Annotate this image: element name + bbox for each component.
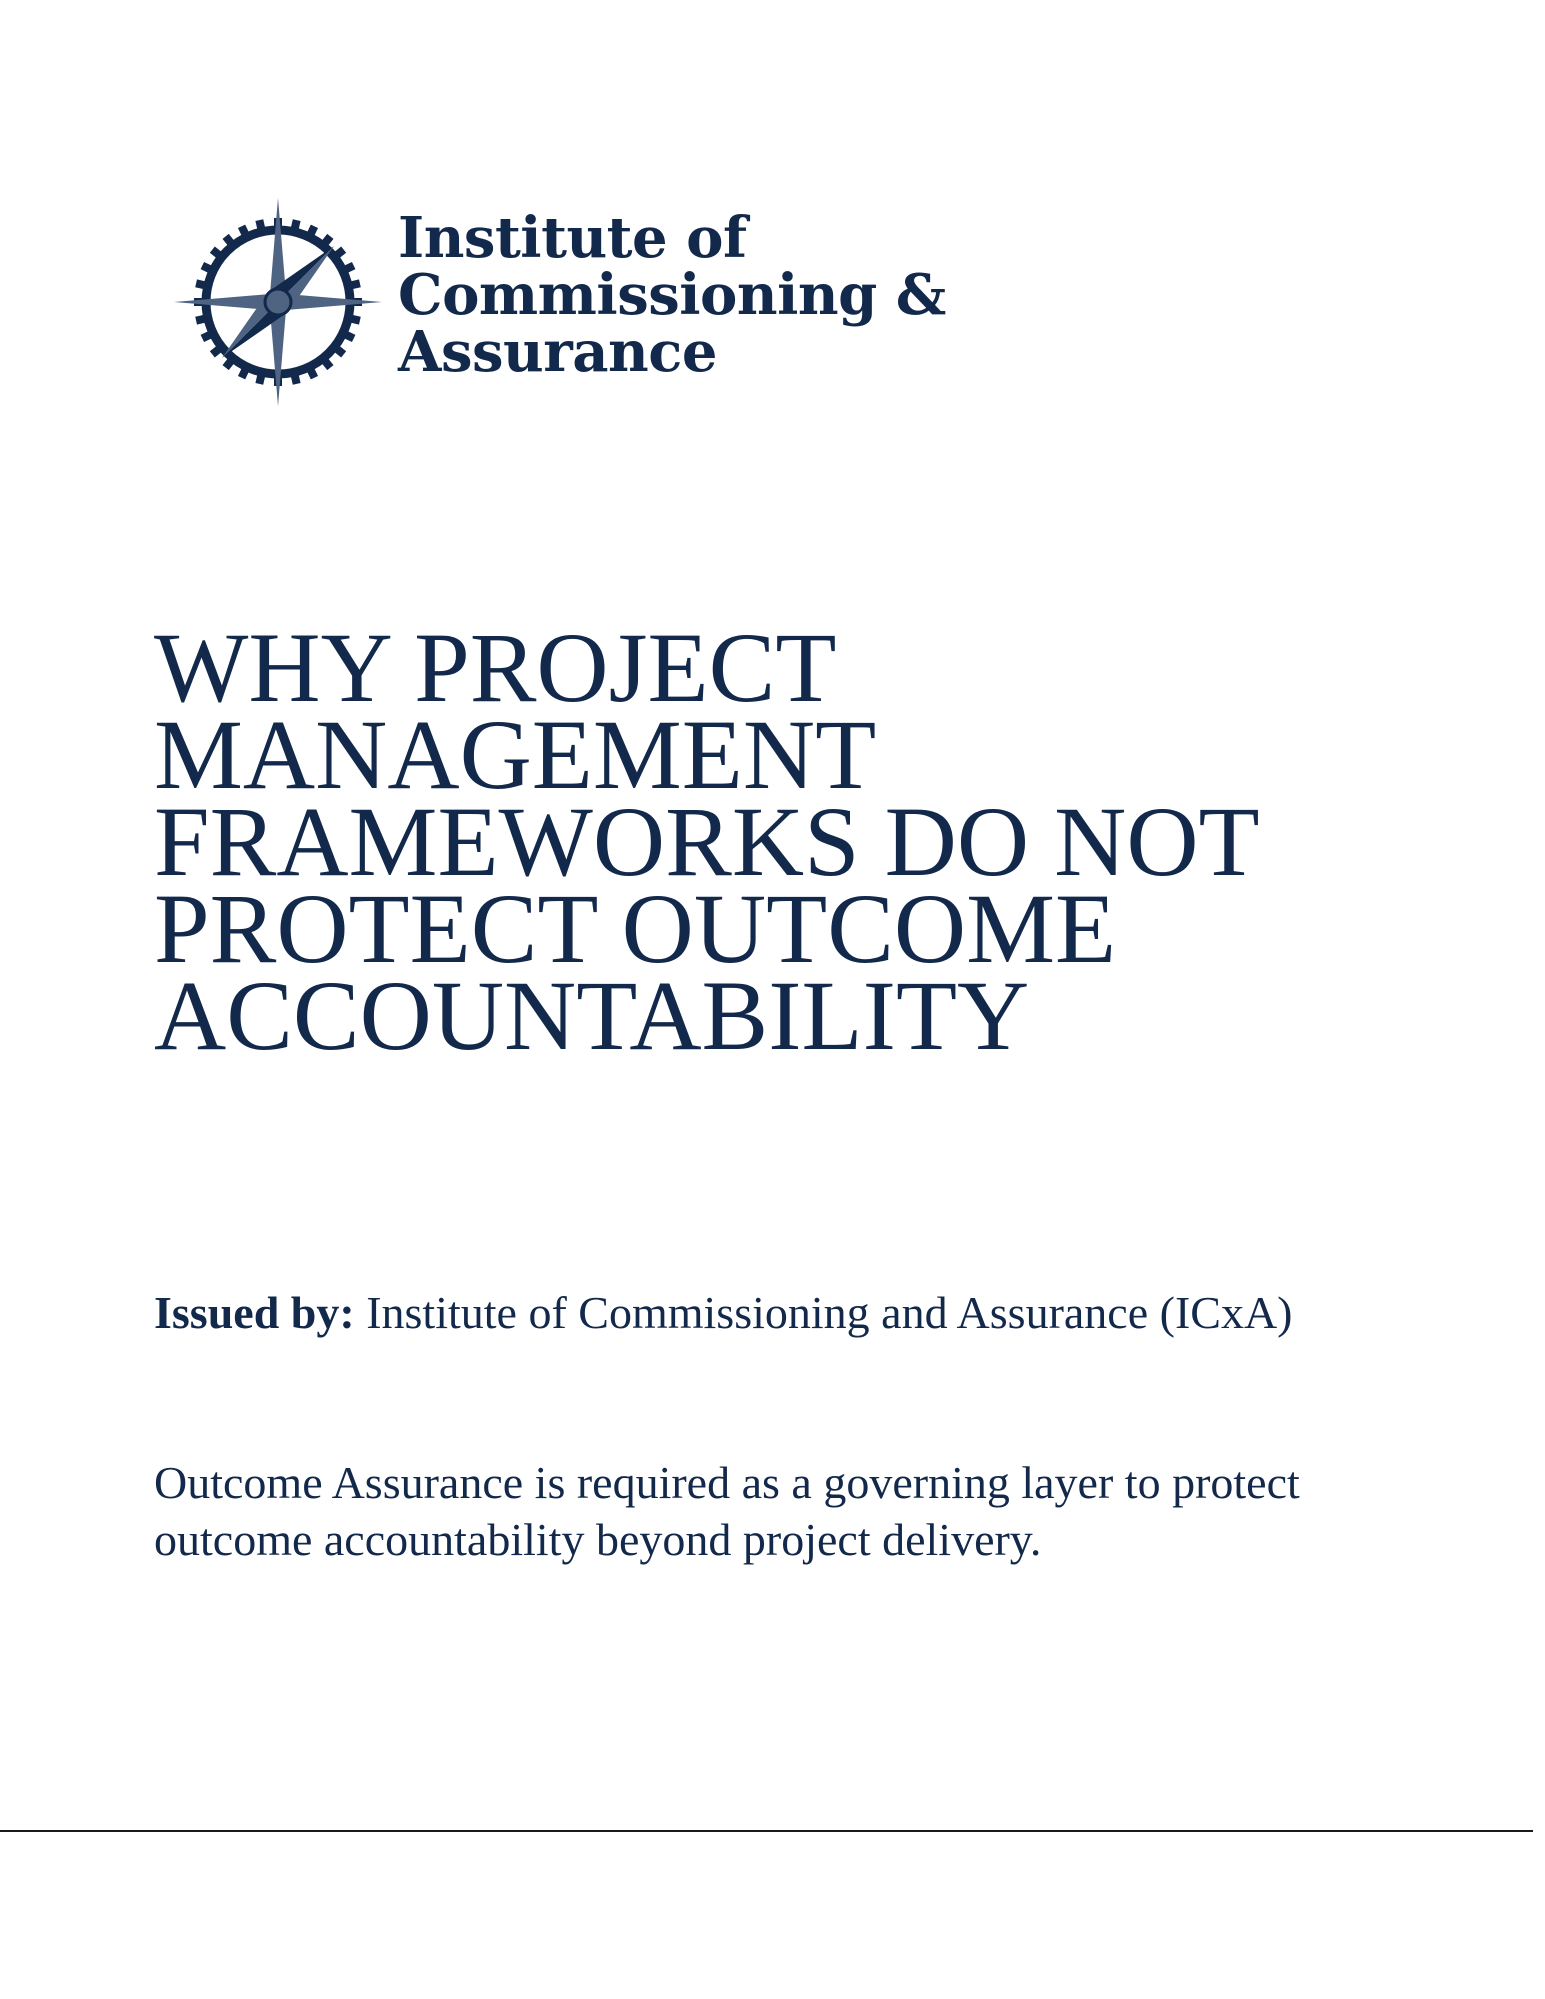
institute-logo	[172, 196, 946, 416]
issued-by	[154, 1284, 1374, 1341]
institute-name-line: Commissioning &	[398, 262, 946, 328]
title-line: FRAMEWORKS DO NOT	[154, 786, 1260, 897]
title-line: PROTECT OUTCOME	[154, 873, 1117, 984]
institute-name	[398, 205, 946, 385]
statement-text: Outcome Assurance is required as a governing layer to protect outcome accountability beyond project delivery.	[154, 1457, 1300, 1565]
compass-gear-icon	[172, 196, 384, 408]
institute-name-line: Assurance	[398, 319, 717, 385]
title-line: ACCOUNTABILITY	[154, 960, 1030, 1071]
document-title	[154, 612, 1434, 1071]
issued-by-label: Issued by:	[154, 1287, 355, 1338]
bottom-divider	[0, 1830, 1533, 1832]
title-line: WHY PROJECT	[154, 612, 837, 723]
institute-name-line: Institute of	[398, 205, 747, 271]
issued-by-value: Institute of Commissioning and Assurance (ICxA)	[366, 1287, 1293, 1338]
title-line: MANAGEMENT	[154, 699, 877, 810]
